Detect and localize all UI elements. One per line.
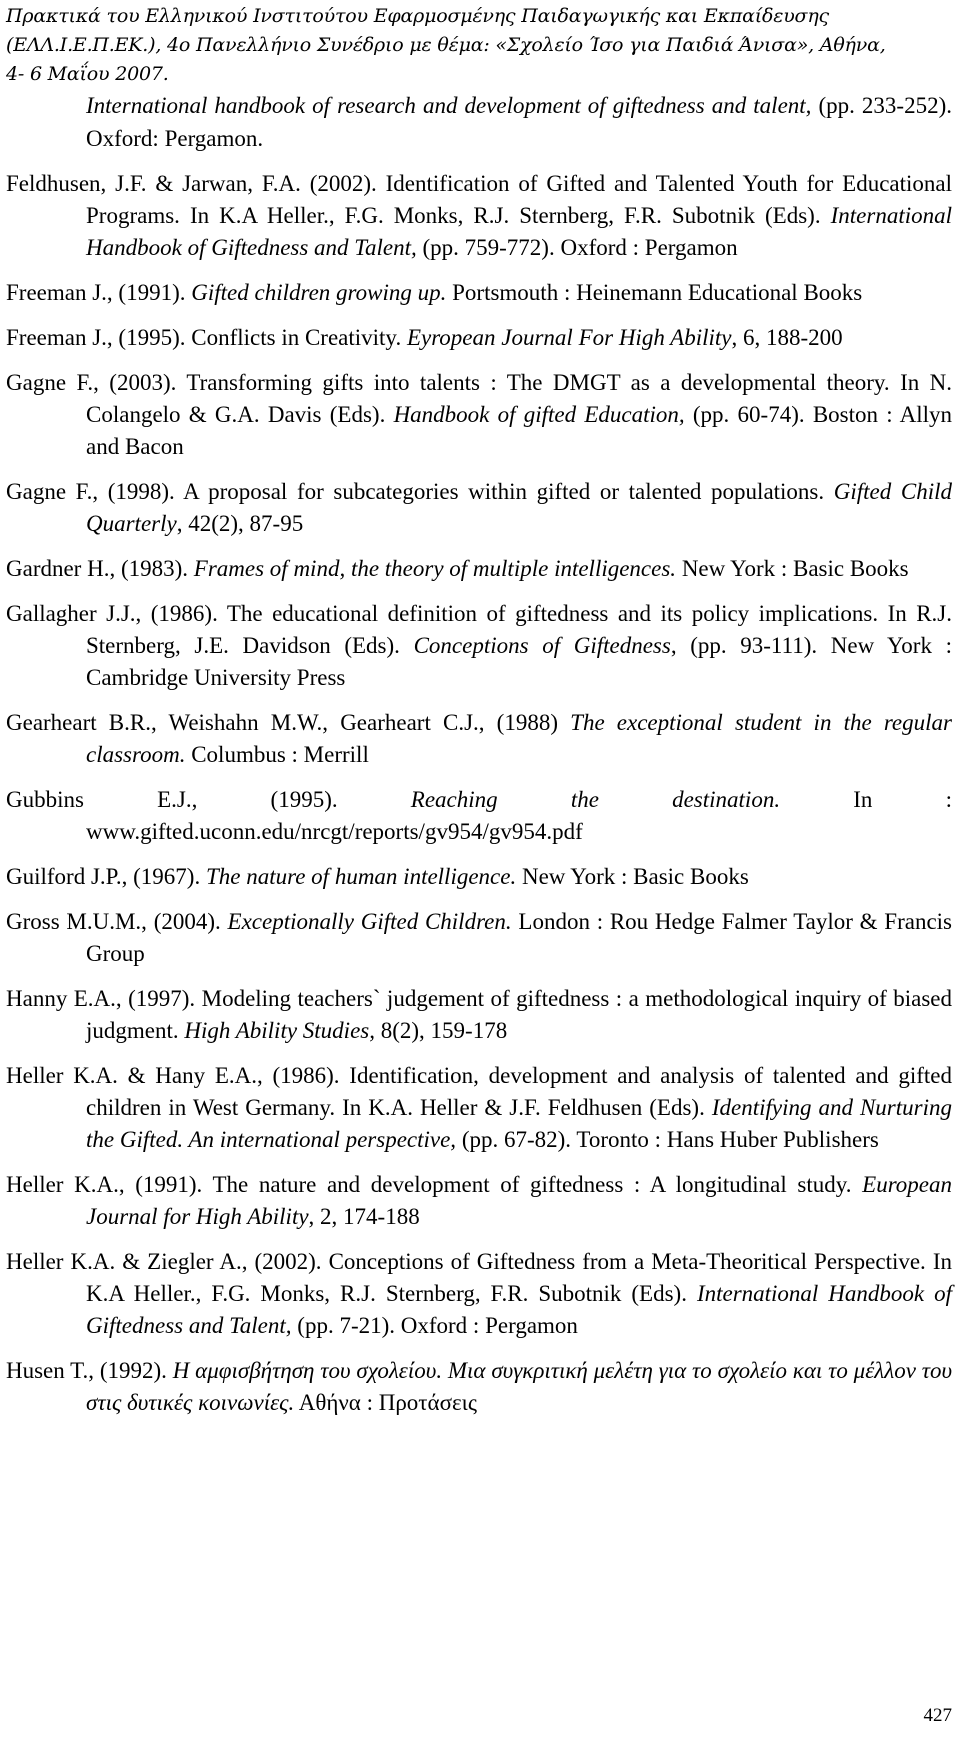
reference-text: Gagne F., (2003). Transforming gifts into talents : The DMGT as a developmental theory. In N. Colangelo & G.A. Davis (Eds). xyxy=(6,370,952,427)
reference-title-italic: The exceptional student in the regular classroom. xyxy=(86,710,952,767)
reference-title-italic: International Handbook of Giftedness and Talent, xyxy=(86,203,952,260)
reference-text: 8(2), 159-178 xyxy=(374,1018,508,1043)
reference-title-italic: Frames of mind, the theory of multiple intelligences. xyxy=(193,556,677,581)
reference-list xyxy=(6,168,952,1432)
reference-text: Heller K.A. & Ziegler A., (2002). Conceptions of Giftedness from a Meta-Theoritical Perspective. In K.A Heller., F.G. Monks, R.J. Sternberg, F.R. Subotnik (Eds). xyxy=(6,1249,952,1306)
reference-text: , 6, 188-200 xyxy=(731,325,843,350)
reference-entry xyxy=(6,861,952,893)
reference-title-italic: Identifying and Nurturing the Gifted. An international perspective, xyxy=(86,1095,952,1152)
reference-title-italic: Η αμφισβήτηση του σχολείου. Μια συγκριτική μελέτη για το σχολείο και το μέλλον του στις δυτικές κοινωνίες. xyxy=(86,1358,952,1415)
reference-entry xyxy=(6,277,952,309)
reference-text: (pp. 759-772). Oxford : Pergamon xyxy=(416,235,738,260)
reference-title-italic: Handbook of gifted Education, xyxy=(393,402,685,427)
reference-text: New York : Basic Books xyxy=(516,864,749,889)
reference-entry xyxy=(6,1169,952,1233)
reference-text: London : Rou Hedge Falmer Taylor & Francis Group xyxy=(86,909,953,966)
reference-text: Columbus : Merrill xyxy=(185,742,369,767)
running-header xyxy=(6,2,956,89)
reference-text: , (pp. 93-111). New York : Cambridge University Press xyxy=(86,633,952,690)
reference-title-italic: Reaching the destination. xyxy=(410,787,781,812)
reference-title-italic: Conceptions of Giftedness xyxy=(413,633,671,658)
continuation-title: International handbook of research and development of giftedness and talent, xyxy=(86,93,812,118)
reference-entry xyxy=(6,784,952,848)
reference-text: Feldhusen, J.F. & Jarwan, F.A. (2002). Identification of Gifted and Talented Youth for Educational Programs. In K.A Heller., F.G. Monks, R.J. Sternberg, F.R. Subotnik (Eds). xyxy=(6,171,952,228)
reference-text: In : www.gifted.uconn.edu/nrcgt/reports/gv954/gv954.pdf xyxy=(86,787,952,844)
header-line-1: Πρακτικά του Ελληνικού Ινστιτούτου Εφαρμοσμένης Παιδαγωγικής και Εκπαίδευσης xyxy=(6,5,829,27)
reference-text: New York : Basic Books xyxy=(676,556,909,581)
reference-text: Husen T., (1992). xyxy=(6,1358,173,1383)
reference-entry xyxy=(6,476,952,540)
reference-text: (pp. 7-21). Oxford : Pergamon xyxy=(291,1313,578,1338)
reference-entry xyxy=(6,322,952,354)
reference-title-italic: High Ability Studies, xyxy=(184,1018,375,1043)
reference-text: Freeman J., (1991). xyxy=(6,280,192,305)
reference-text: Hanny E.A., (1997). Modeling teachers` judgement of giftedness : a methodological inquiry of biased judgment. xyxy=(6,986,952,1043)
reference-text: Gearheart B.R., Weishahn M.W., Gearheart C.J., (1988) xyxy=(6,710,571,735)
reference-text: Gagne F., (1998). A proposal for subcategories within gifted or talented populations. xyxy=(6,479,834,504)
reference-text: Gubbins E.J., (1995). xyxy=(6,787,411,812)
reference-text: Αθήνα : Προτάσεις xyxy=(294,1390,477,1415)
reference-entry xyxy=(6,906,952,970)
reference-entry xyxy=(6,983,952,1047)
reference-text: , 2, 174-188 xyxy=(308,1204,420,1229)
reference-entry xyxy=(6,707,952,771)
reference-text: (pp. 60-74). Boston : Allyn and Bacon xyxy=(86,402,952,459)
reference-title-italic: Eyropean Journal For High Ability xyxy=(406,325,732,350)
reference-text: Gallagher J.J., (1986). The educational definition of giftedness and its policy implications. In R.J. Sternberg, J.E. Davidson (Eds). xyxy=(6,601,952,658)
reference-entry xyxy=(6,168,952,264)
header-line-3: 4- 6 Μαΐου 2007. xyxy=(6,63,169,85)
reference-continuation xyxy=(86,89,952,155)
reference-text: , 42(2), 87-95 xyxy=(176,511,304,536)
reference-title-italic: Exceptionally Gifted Children. xyxy=(227,909,512,934)
reference-title-italic: The nature of human intelligence. xyxy=(205,864,517,889)
reference-text: Guilford J.P., (1967). xyxy=(6,864,206,889)
reference-title-italic: Gifted children growing up. xyxy=(191,280,447,305)
page-number: 427 xyxy=(923,1705,952,1726)
reference-text: Heller K.A., (1991). The nature and development of giftedness : A longitudinal study. xyxy=(6,1172,863,1197)
reference-entry xyxy=(6,367,952,463)
reference-entry xyxy=(6,1355,952,1419)
reference-text: Heller K.A. & Hany E.A., (1986). Identification, development and analysis of talented and gifted children in West Germany. In K.A. Heller & J.F. Feldhusen (Eds). xyxy=(6,1063,952,1120)
reference-title-italic: European Journal for High Ability xyxy=(86,1172,952,1229)
reference-text: Gardner H., (1983). xyxy=(6,556,194,581)
reference-entry xyxy=(6,553,952,585)
continuation-rest: (pp. 233-252). Oxford: Pergamon. xyxy=(86,93,952,151)
reference-entry xyxy=(6,1060,952,1156)
reference-text: Gross M.U.M., (2004). xyxy=(6,909,228,934)
reference-text: Portsmouth : Heinemann Educational Books xyxy=(446,280,863,305)
reference-text: (pp. 67-82). Toronto : Hans Huber Publishers xyxy=(456,1127,879,1152)
reference-entry xyxy=(6,1246,952,1342)
reference-text: Freeman J., (1995). Conflicts in Creativity. xyxy=(6,325,407,350)
header-line-2: (ΕΛΛ.Ι.Ε.Π.ΕΚ.), 4ο Πανελλήνιο Συνέδριο με θέμα: «Σχολείο Ίσο για Παιδιά Άνισα», Αθήνα, xyxy=(6,34,886,56)
reference-title-italic: International Handbook of Giftedness and Talent, xyxy=(86,1281,952,1338)
reference-entry xyxy=(6,598,952,694)
reference-title-italic: Gifted Child Quarterly xyxy=(86,479,952,536)
